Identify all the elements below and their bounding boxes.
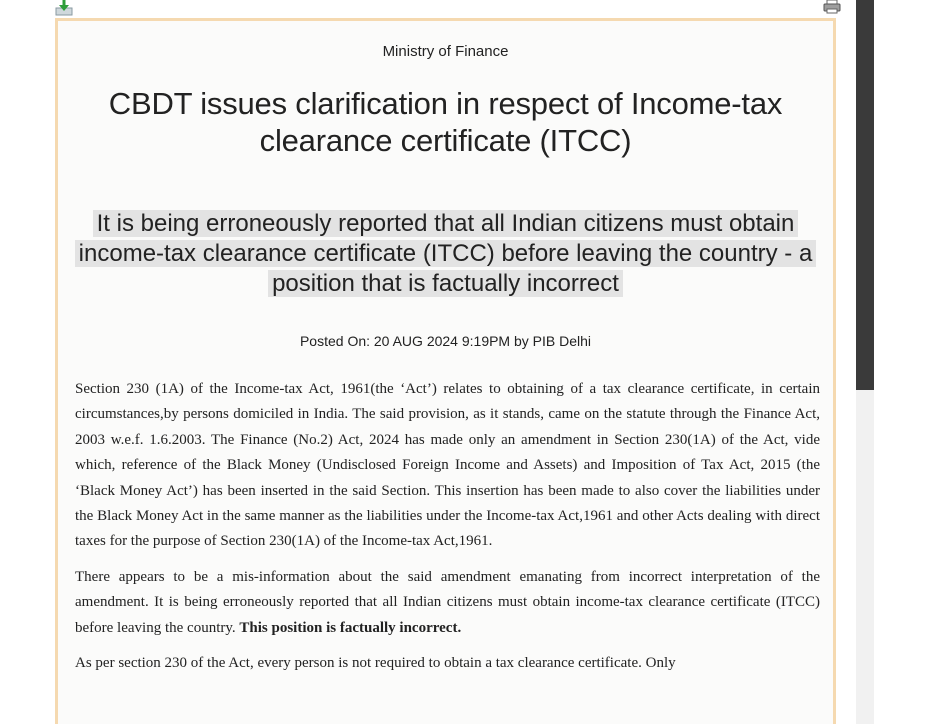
subtitle: It is being erroneously reported that all Indian citizens must obtain income-tax clearance certificate (ITCC) before leaving the country - a position that is factually incorrect bbox=[75, 210, 817, 297]
subtitle-block bbox=[72, 209, 819, 299]
article-body bbox=[75, 377, 820, 686]
paragraph-2-text: There appears to be a mis-information about the said amendment emanating from incorrect interpretation of the amendment. It is being erroneously reported that all Indian citizens must obtain income-tax clearance certificate (ITCC) before leaving the country. bbox=[75, 568, 820, 636]
paragraph-2 bbox=[75, 565, 820, 641]
page-title: CBDT issues clarification in respect of Income-tax clearance certificate (ITCC) bbox=[108, 86, 783, 158]
print-icon[interactable] bbox=[822, 0, 842, 14]
paragraph-2-emphasis: This position is factually incorrect. bbox=[239, 619, 462, 636]
scrollbar-thumb[interactable] bbox=[856, 0, 874, 390]
download-icon[interactable] bbox=[54, 0, 74, 16]
press-release-card bbox=[55, 18, 836, 724]
paragraph-3: As per section 230 of the Act, every person is not required to obtain a tax clearance certificate. Only bbox=[75, 655, 676, 672]
ministry-name: Ministry of Finance bbox=[382, 43, 509, 60]
posted-date: Posted On: 20 AUG 2024 9:19PM by PIB Delhi bbox=[299, 333, 592, 349]
right-margin bbox=[874, 0, 931, 724]
left-margin bbox=[0, 0, 48, 724]
paragraph-1: Section 230 (1A) of the Income-tax Act, 1961(the ‘Act’) relates to obtaining of a tax clearance certificate, in certain circumstances,by persons domiciled in India. The said provision, as it stands, came on the statute through the Finance Act, 2003 w.e.f. 1.6.2003. The Finance (No.2) Act, 2024 has made only an amendment in Section 230(1A) of the Act, vide which, reference of the Black Money (Undisclosed Foreign Income and Assets) and Imposition of Tax Act, 2015 (the ‘Black Money Act’) has been inserted in the said Section. This insertion has been made to also cover the liabilities under the Black Money Act in the same manner as the liabilities under the Income-tax Act,1961 and other Acts dealing with direct taxes for the purpose of Section 230(1A) of the Income-tax Act,1961. bbox=[75, 381, 820, 550]
